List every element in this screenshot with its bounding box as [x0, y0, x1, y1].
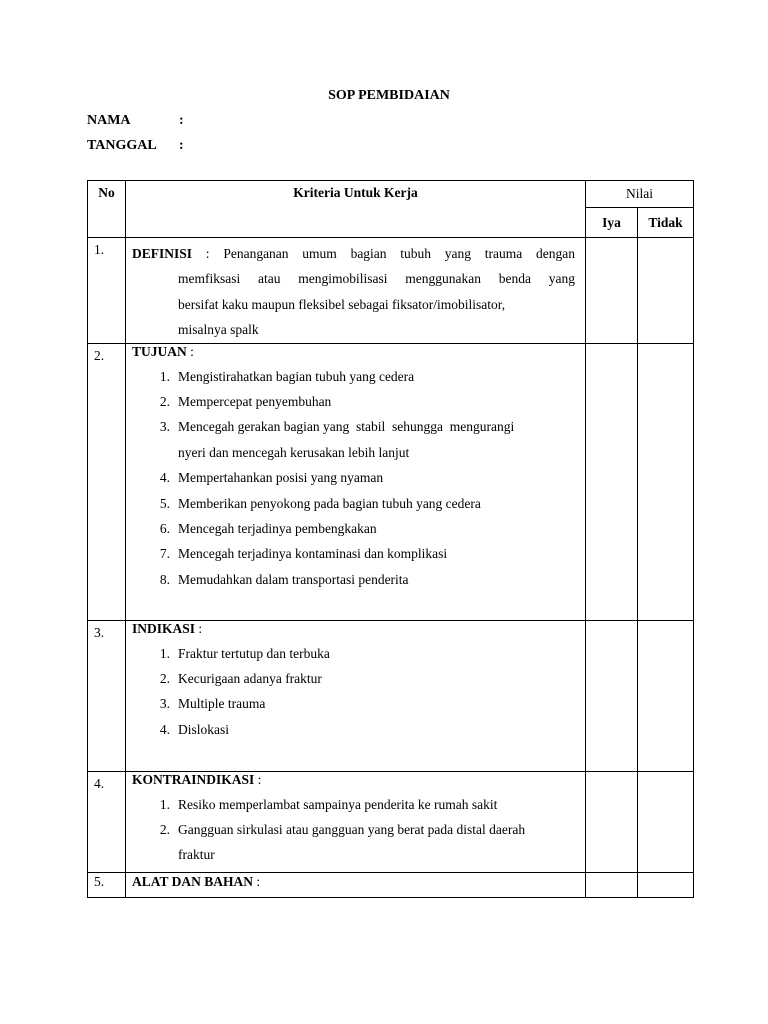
list-number: 3.	[159, 696, 170, 712]
list-number: 3.	[159, 419, 170, 435]
header-criteria: Kriteria Untuk Kerja	[126, 181, 586, 238]
field-tanggal-sep: :	[179, 138, 184, 153]
list-number: 2.	[159, 393, 170, 409]
list-text: Multiple trauma	[178, 696, 266, 712]
list-text: Fraktur tertutup dan terbuka	[178, 645, 330, 661]
checkbox-iya[interactable]	[586, 872, 638, 897]
list-number: 4.	[159, 470, 170, 486]
list-text: Mempercepat penyembuhan	[178, 393, 332, 409]
section-heading: TUJUAN	[132, 343, 187, 359]
list-item	[132, 792, 575, 817]
row-number: 3.	[88, 620, 126, 771]
row-number: 2.	[88, 343, 126, 620]
list-number: 7.	[159, 546, 170, 562]
list-text: Mencegah gerakan bagian yang stabil sehungga mengurangi	[178, 419, 515, 435]
list-item	[132, 817, 575, 842]
list-number: 1.	[159, 368, 170, 384]
checkbox-tidak[interactable]	[638, 872, 694, 897]
list-text: Mengistirahatkan bagian tubuh yang cedera	[178, 368, 415, 384]
table-row-indikasi	[88, 620, 694, 771]
checkbox-iya[interactable]	[586, 343, 638, 620]
list-number: 5.	[159, 495, 170, 511]
table-row-alat-dan-bahan	[88, 872, 694, 897]
criteria-cell	[126, 771, 586, 872]
list-item	[132, 666, 575, 691]
checkbox-tidak[interactable]	[638, 620, 694, 771]
list-item	[132, 717, 575, 742]
list-item	[132, 364, 575, 389]
heading-separator: :	[198, 620, 203, 636]
row-number: 5.	[88, 872, 126, 897]
header-no: No	[88, 181, 126, 238]
list-item	[132, 541, 575, 566]
definition-text: Penanganan umum bagian tubuh yang trauma dengan	[223, 246, 576, 261]
list-text: Resiko memperlambat sampainya penderita ke rumah sakit	[178, 796, 498, 812]
list-number: 2.	[159, 670, 170, 686]
section-heading-line	[132, 772, 575, 792]
checkbox-iya[interactable]	[586, 771, 638, 872]
checkbox-iya[interactable]	[586, 620, 638, 771]
heading-separator: :	[205, 246, 210, 261]
criteria-cell	[126, 620, 586, 771]
section-heading-line	[132, 344, 575, 364]
definition-line: bersifat kaku maupun fleksibel sebagai fiksator/imobilisator,	[178, 296, 506, 312]
checkbox-iya[interactable]	[586, 238, 638, 344]
list-number: 8.	[159, 571, 170, 587]
checkbox-tidak[interactable]	[638, 771, 694, 872]
row-number: 1.	[88, 238, 126, 344]
checkbox-tidak[interactable]	[638, 343, 694, 620]
list-item	[132, 641, 575, 666]
list-text: Mempertahankan posisi yang nyaman	[178, 470, 384, 486]
list-number: 2.	[159, 821, 170, 837]
list-text: Memudahkan dalam transportasi penderita	[178, 571, 409, 587]
header-row	[88, 181, 694, 208]
heading-separator: :	[257, 771, 262, 787]
field-tanggal-label: TANGGAL	[87, 138, 157, 153]
field-nama-sep: :	[179, 113, 184, 128]
header-tidak: Tidak	[638, 208, 694, 238]
row-number: 4.	[88, 771, 126, 872]
heading-separator: :	[256, 873, 261, 889]
list-item	[132, 389, 575, 414]
criteria-cell	[126, 872, 586, 897]
list-text: Dislokasi	[178, 721, 230, 737]
section-heading-line	[132, 621, 575, 641]
section-heading: ALAT DAN BAHAN	[132, 873, 254, 889]
section-heading: INDIKASI	[132, 620, 196, 636]
heading-separator: :	[190, 343, 194, 359]
definition-line: memfiksasi atau mengimobilisasi menggunakan benda yang	[178, 271, 575, 287]
list-number: 6.	[159, 520, 170, 536]
list-text: Kecurigaan adanya fraktur	[178, 670, 322, 686]
list-text: Mencegah terjadinya pembengkakan	[178, 520, 377, 536]
field-tanggal	[87, 138, 184, 154]
criteria-table	[87, 180, 694, 898]
section-heading: DEFINISI	[132, 246, 193, 261]
list-item	[132, 691, 575, 716]
list-number: 1.	[159, 645, 170, 661]
list-number: 4.	[159, 721, 170, 737]
list-item	[132, 414, 575, 439]
section-heading: KONTRAINDIKASI	[132, 771, 255, 787]
list-text: Gangguan sirkulasi atau gangguan yang berat pada distal daerah	[178, 821, 526, 837]
criteria-cell	[126, 238, 586, 344]
list-text: Memberikan penyokong pada bagian tubuh yang cedera	[178, 495, 481, 511]
field-nama-label: NAMA	[87, 113, 131, 128]
table-row-tujuan	[88, 343, 694, 620]
document-title: SOP PEMBIDAIAN	[328, 88, 450, 103]
list-item-continuation: nyeri dan mencegah kerusakan lebih lanjut	[178, 444, 410, 460]
list-item	[132, 491, 575, 516]
definition-first-line	[132, 241, 575, 266]
list-item	[132, 465, 575, 490]
field-nama	[87, 113, 184, 129]
list-number: 1.	[159, 796, 170, 812]
list-text: Mencegah terjadinya kontaminasi dan komplikasi	[178, 546, 448, 562]
table-row-kontraindikasi	[88, 771, 694, 872]
checkbox-tidak[interactable]	[638, 238, 694, 344]
list-item	[132, 567, 575, 592]
list-item	[132, 516, 575, 541]
list-item-continuation: fraktur	[178, 847, 215, 863]
header-nilai: Nilai	[586, 181, 694, 208]
criteria-cell	[126, 343, 586, 620]
table-row-definisi	[88, 238, 694, 344]
header-iya: Iya	[586, 208, 638, 238]
definition-line: misalnya spalk	[178, 322, 259, 338]
